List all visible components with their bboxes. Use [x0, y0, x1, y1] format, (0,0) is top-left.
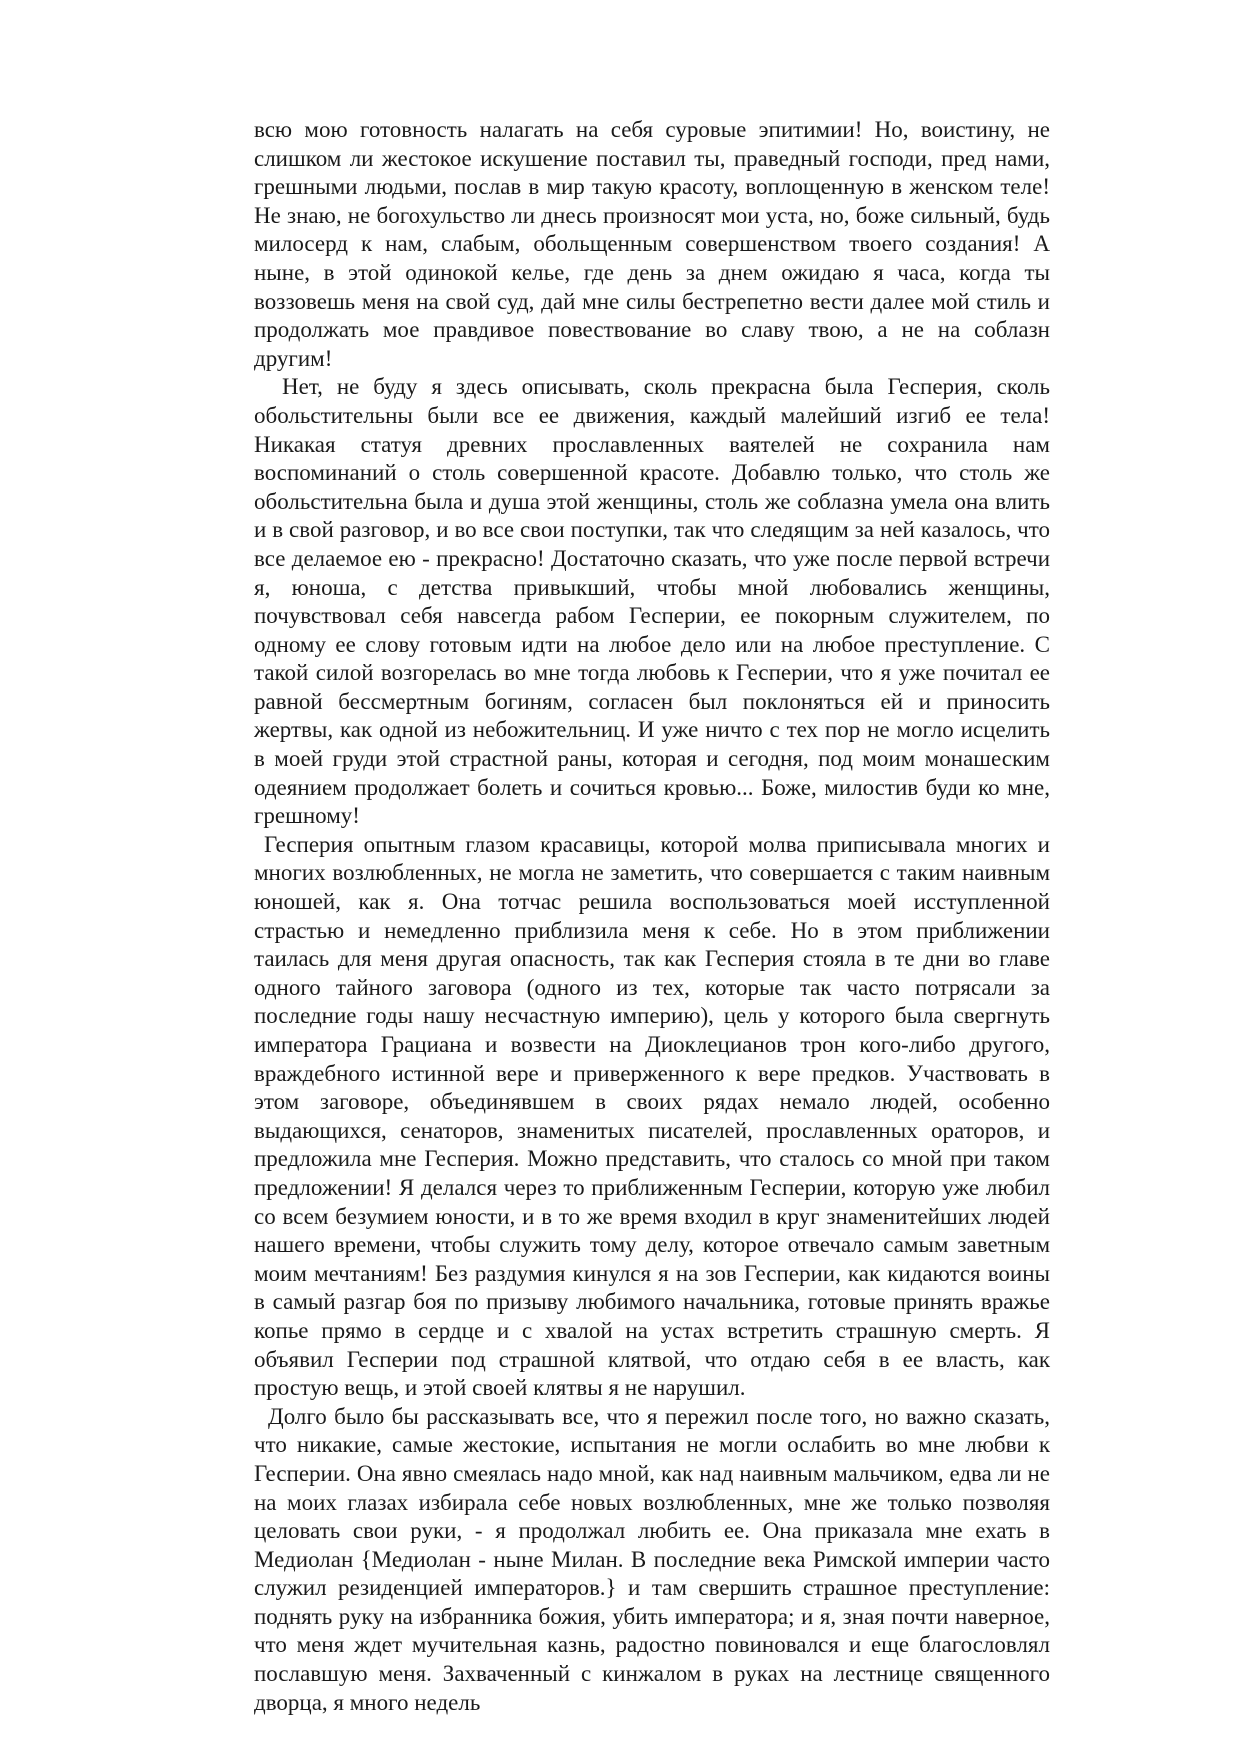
paragraph-1: всю мою готовность налагать на себя суровые эпитимии! Но, воистину, не слишком ли жестокое искушение поставил ты, праведный господи, пред нами, грешными людьми, послав в мир такую красоту, воплощенную в женском теле! Не знаю, не богохульство ли днесь произносят мои уста, но, боже сильный, будь милосерд к нам, слабым, обольщенным совершенством твоего создания! А ныне, в этой одинокой келье, где день за днем ожидаю я часа, когда ты воззовешь меня на свой суд, дай мне силы бестрепетно вести далее мой стиль и продолжать мое правдивое повествование во славу твою, а не на соблазн другим!: [254, 117, 1050, 371]
paragraph-4: Долго было бы рассказывать все, что я пережил после того, но важно сказать, что никакие, самые жестокие, испытания не могли ослабить во мне любви к Гесперии. Она явно смеялась надо мной, как над наивным мальчиком, едва ли не на моих глазах избирала себе новых возлюбленных, мне же только позволяя целовать свои руки, - я продолжал любить ее. Она приказала мне ехать в Медиолан {Медиолан - ныне Милан. В последние века Римской империи часто служил резиденцией императоров.} и там свершить страшное преступление: поднять руку на избранника божия, убить императора; и я, зная почти наверное, что меня ждет мучительная казнь, радостно повиновался и еще благословлял пославшую меня. Захваченный с кинжалом в руках на лестнице священного дворца, я много недель: [254, 1403, 1050, 1715]
paragraph-3: Гесперия опытным глазом красавицы, которой молва приписывала многих и многих возлюбленных, не могла не заметить, что совершается с таким наивным юношей, как я. Она тотчас решила воспользоваться моей исступленной страстью и немедленно приблизила меня к себе. Но в этом приближении таилась для меня другая опасность, так как Гесперия стояла в те дни во главе одного тайного заговора (одного из тех, которые так часто потрясали за последние годы нашу несчастную империю), цель у которого была свергнуть императора Грациана и возвести на Диоклецианов трон кого-либо другого, враждебного истинной вере и приверженного к вере предков. Участвовать в этом заговоре, объединявшем в своих рядах немало людей, особенно выдающихся, сенаторов, знаменитых писателей, прославленных ораторов, и предложила мне Гесперия. Можно представить, что сталось со мной при таком предложении! Я делался через то приближенным Гесперии, которую уже любил со всем безумием юности, и в то же время входил в круг знаменитейших людей нашего времени, чтобы служить тому делу, которое отвечало самым заветным моим мечтаниям! Без раздумия кинулся я на зов Гесперии, как кидаются воины в самый разгар боя по призыву любимого начальника, готовые принять вражье копье прямо в сердце и с хвалой на устах встретить страшную смерть. Я объявил Гесперии под страшной клятвой, что отдаю себя в ее власть, как простую вещь, и этой своей клятвы я не нарушил.: [254, 831, 1050, 1401]
document-text: [254, 116, 1050, 1717]
paragraph-2: Нет, не буду я здесь описывать, сколь прекрасна была Гесперия, сколь обольстительны были все ее движения, каждый малейший изгиб ее тела! Никакая статуя древних прославленных ваятелей не сохранила нам воспоминаний о столь совершенной красоте. Добавлю только, что столь же обольстительна была и душа этой женщины, столь же соблазна умела она влить и в свой разговор, и во все свои поступки, так что следящим за ней казалось, что все делаемое ею - прекрасно! Достаточно сказать, что уже после первой встречи я, юноша, с детства привыкший, чтобы мной любовались женщины, почувствовал себя навсегда рабом Гесперии, ее покорным служителем, по одному ее слову готовым идти на любое дело или на любое преступление. С такой силой возгорелась во мне тогда любовь к Гесперии, что я уже почитал ее равной бессмертным богиням, согласен был поклоняться ей и приносить жертвы, как одной из небожительниц. И уже ничто с тех пор не могло исцелить в моей груди этой страстной раны, которая и сегодня, под моим монашеским одеянием продолжает болеть и сочиться кровью... Боже, милостив буди ко мне, грешному!: [254, 374, 1050, 829]
